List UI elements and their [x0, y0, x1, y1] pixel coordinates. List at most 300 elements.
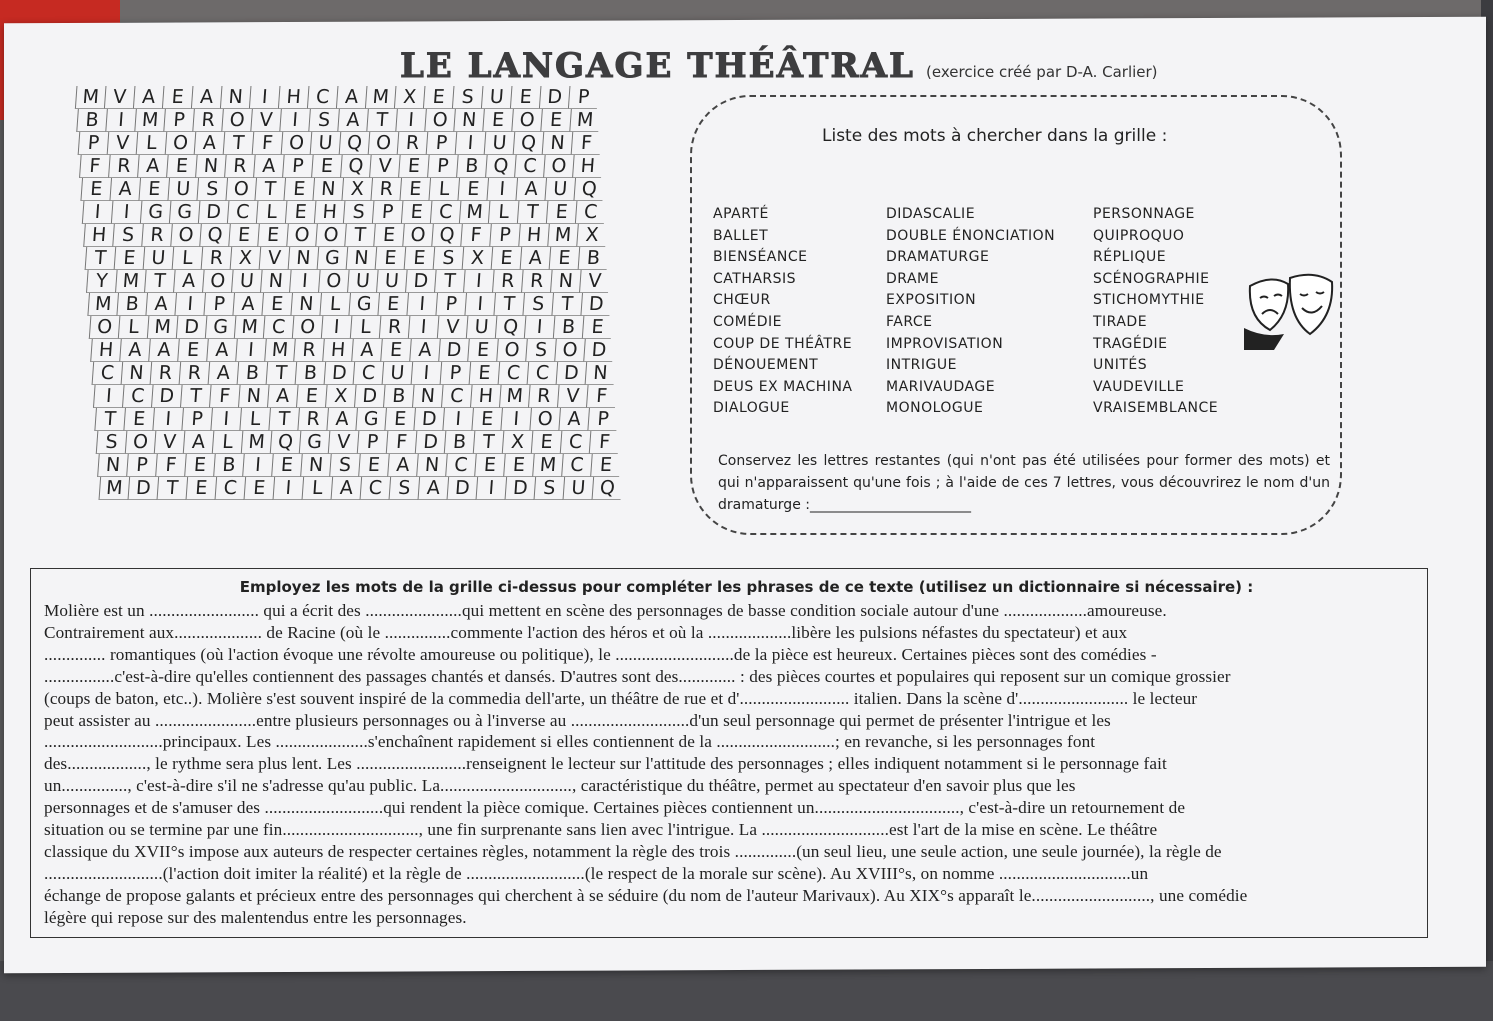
grid-cell: O: [496, 339, 527, 362]
grid-cell: Y: [86, 270, 117, 293]
grid-cell: F: [586, 385, 617, 408]
grid-cell: C: [227, 201, 258, 224]
grid-cell: U: [231, 270, 262, 293]
grid-cell: A: [515, 178, 546, 201]
grid-cell: I: [152, 408, 183, 431]
grid-cell: E: [457, 178, 488, 201]
grid-cell: T: [473, 431, 504, 454]
grid-cell: R: [492, 270, 523, 293]
grid-cell: E: [244, 477, 275, 500]
grid-cell: M: [264, 339, 295, 362]
grid-cell: E: [184, 454, 215, 477]
grid-cell: T: [223, 132, 254, 155]
grid-cell: H: [572, 155, 603, 178]
grid-cell: V: [437, 316, 468, 339]
grid-cell: E: [401, 201, 432, 224]
grid-cell: F: [386, 431, 417, 454]
grid-cell: P: [587, 408, 618, 431]
word-list-item: MARIVAUDAGE: [886, 378, 996, 395]
word-list-item: INTRIGUE: [886, 357, 957, 374]
grid-cell: O: [402, 224, 433, 247]
grid-cell: C: [514, 155, 545, 178]
grid-cell: E: [549, 247, 580, 270]
grid-cell: P: [427, 155, 458, 178]
grid-cell: R: [379, 316, 410, 339]
grid-cell: B: [213, 454, 244, 477]
grid-cell: R: [141, 224, 172, 247]
grid-cell: X: [230, 247, 261, 270]
grid-cell: X: [341, 178, 372, 201]
grid-cell: Q: [573, 178, 604, 201]
grid-cell: L: [256, 201, 287, 224]
grid-cell: C: [575, 201, 606, 224]
grid-cell: S: [452, 86, 483, 109]
grid-cell: R: [150, 362, 181, 385]
grid-row: [83, 224, 640, 247]
grid-cell: F: [155, 454, 186, 477]
grid-cell: L: [428, 178, 459, 201]
grid-cell: D: [324, 362, 355, 385]
grid-cell: C: [353, 362, 384, 385]
grid-cell: A: [109, 178, 140, 201]
grid-cell: N: [121, 362, 152, 385]
grid-cell: I: [249, 86, 280, 109]
grid-cell: M: [115, 270, 146, 293]
grid-row: [82, 201, 642, 224]
grid-cell: E: [114, 247, 145, 270]
grid-row: [89, 316, 634, 339]
word-list-column-2: [886, 204, 1055, 420]
word-list-item: VRAISEMBLANCE: [1093, 400, 1219, 417]
grid-cell: N: [300, 454, 331, 477]
grid-cell: H: [518, 224, 549, 247]
word-list-item: DEUS EX MACHINA: [713, 378, 853, 395]
grid-cell: O: [281, 132, 312, 155]
title-credit: (exercice créé par D-A. Carlier): [926, 63, 1158, 81]
grid-cell: A: [336, 86, 367, 109]
grid-cell: E: [166, 155, 197, 178]
grid-cell: V: [557, 385, 588, 408]
grid-cell: A: [206, 339, 237, 362]
grid-cell: O: [286, 224, 317, 247]
title-main: LE LANGAGE THÉÂTRAL: [400, 46, 915, 86]
grid-cell: E: [399, 178, 430, 201]
grid-cell: F: [252, 132, 283, 155]
grid-cell: A: [145, 293, 176, 316]
grid-cell: U: [484, 132, 515, 155]
grid-cell: X: [462, 247, 493, 270]
grid-cell: Q: [592, 477, 623, 500]
word-list-item: IMPROVISATION: [886, 335, 1004, 352]
grid-cell: G: [299, 431, 330, 454]
grid-cell: V: [579, 270, 610, 293]
grid-cell: E: [285, 201, 316, 224]
grid-row: [85, 247, 639, 270]
word-list-column-3: [1093, 204, 1218, 420]
grid-cell: F: [460, 224, 491, 247]
grid-cell: A: [558, 408, 589, 431]
grid-cell: O: [225, 178, 256, 201]
word-list-item: BIENSÉANCE: [713, 249, 808, 266]
grid-cell: G: [348, 293, 379, 316]
theatre-masks-icon: [1244, 268, 1336, 350]
grid-cell: D: [405, 270, 436, 293]
exercise-line: classique du XVII°s impose aux auteurs de respecter certaines règles, notamment la règle des trois ..............(un seul lieu, une seule action, une seule journée), la règle de: [44, 841, 1222, 861]
grid-cell: I: [500, 408, 531, 431]
word-list-item: FARCE: [886, 313, 933, 330]
grid-row: [78, 132, 647, 155]
word-search-grid: [48, 86, 650, 500]
grid-cell: P: [435, 293, 466, 316]
grid-cell: H: [314, 201, 345, 224]
grid-cell: M: [547, 224, 578, 247]
word-list-item: STICHOMYTHIE: [1093, 292, 1205, 309]
grid-cell: E: [384, 408, 415, 431]
grid-cell: V: [104, 86, 135, 109]
grid-cell: C: [360, 477, 391, 500]
grid-cell: M: [234, 316, 265, 339]
grid-cell: E: [311, 155, 342, 178]
grid-cell: T: [94, 408, 125, 431]
grid-cell: G: [355, 408, 386, 431]
grid-cell: S: [96, 431, 127, 454]
exercise-text: [44, 600, 1414, 929]
grid-cell: U: [167, 178, 198, 201]
word-list-item: BALLET: [713, 227, 769, 244]
grid-cell: L: [488, 201, 519, 224]
grid-cell: L: [118, 316, 149, 339]
grid-cell: P: [426, 132, 457, 155]
grid-row: [97, 454, 624, 477]
exercise-line: (coups de baton, etc..). Molière s'est souvent inspiré de la commedia dell'arte, un théâtre de rue et d'......................... italien. Dans la scène d'......................... le lecteur: [44, 688, 1198, 708]
exercise-line: des.................., le rythme sera plus lent. Les .........................renseignent le lecteur sur l'attitude des personnages ; elles indiquent notamment si le personnage fait: [44, 754, 1167, 774]
grid-cell: D: [438, 339, 469, 362]
grid-cell: R: [528, 385, 559, 408]
grid-cell: E: [423, 86, 454, 109]
grid-cell: P: [372, 201, 403, 224]
grid-cell: S: [308, 109, 339, 132]
grid-cell: I: [82, 201, 113, 224]
exercise-line: un..............., c'est-à-dire s'il ne s'adresse qu'au public. La.............................., caractéristique du théâtre, permet au spectateur d'en savoir plus que les: [44, 776, 1076, 796]
grid-cell: X: [325, 385, 356, 408]
grid-cell: C: [430, 201, 461, 224]
grid-cell: L: [350, 316, 381, 339]
grid-cell: I: [455, 132, 486, 155]
grid-cell: A: [337, 109, 368, 132]
word-list-item: SCÉNOGRAPHIE: [1093, 270, 1210, 287]
grid-cell: I: [105, 109, 136, 132]
exercise-line: peut assister au .......................entre plusieurs personnages ou à l'inverse au ...........................d'un seul personnage qui permet de présenter l'intrigue et les: [44, 710, 1111, 730]
grid-cell: Q: [513, 132, 544, 155]
grid-cell: D: [583, 339, 614, 362]
exercise-line: ...........................principaux. Les .....................s'enchaînent rapidement si elles contiennent de la ...........................; en revanche, si les personnages font: [44, 732, 1096, 752]
grid-cell: E: [257, 224, 288, 247]
grid-cell: O: [315, 224, 346, 247]
grid-cell: I: [524, 316, 555, 339]
grid-cell: I: [273, 477, 304, 500]
grid-row: [92, 362, 631, 385]
grid-cell: M: [134, 109, 165, 132]
word-list-item: UNITÉS: [1093, 357, 1148, 374]
grid-cell: I: [395, 109, 426, 132]
grid-cell: R: [297, 408, 328, 431]
grid-cell: R: [370, 178, 401, 201]
grid-cell: S: [525, 339, 556, 362]
grid-cell: F: [209, 385, 240, 408]
grid-cell: D: [151, 385, 182, 408]
word-list-item: CHŒUR: [713, 292, 771, 309]
grid-cell: O: [543, 155, 574, 178]
grid-cell: U: [310, 132, 341, 155]
grid-cell: E: [283, 178, 314, 201]
grid-cell: T: [85, 247, 116, 270]
grid-cell: C: [215, 477, 246, 500]
grid-cell: P: [181, 408, 212, 431]
grid-cell: E: [261, 293, 292, 316]
exercise-line: situation ou se termine par une fin..............................., une fin surprenante sans lien avec l'intrigue. La .............................est l'art de la mise en scène. Le théâtre: [44, 820, 1158, 840]
grid-cell: M: [459, 201, 490, 224]
grid-cell: A: [326, 408, 357, 431]
grid-cell: S: [389, 477, 420, 500]
grid-cell: I: [406, 293, 437, 316]
grid-cell: I: [289, 270, 320, 293]
instruction-text: Conservez les lettres restantes (qui n'ont pas été utilisées pour former des mots) et qui n'apparaissent qu'une fois ; à l'aide de ces 7 lettres, vous découvrirez le nom d'un dramaturge :_______________________: [718, 453, 1330, 513]
grid-cell: E: [228, 224, 259, 247]
grid-cell: O: [202, 270, 233, 293]
grid-cell: M: [499, 385, 530, 408]
grid-cell: O: [221, 109, 252, 132]
word-list-item: CATHARSIS: [713, 270, 797, 287]
grid-cell: E: [186, 477, 217, 500]
word-list-item: COMÉDIE: [713, 313, 782, 330]
grid-cell: C: [263, 316, 294, 339]
grid-cell: B: [456, 155, 487, 178]
word-list-item: COUP DE THÉÂTRE: [713, 335, 853, 352]
grid-cell: P: [78, 132, 109, 155]
grid-cell: L: [136, 132, 167, 155]
grid-cell: H: [83, 224, 114, 247]
grid-cell: C: [445, 454, 476, 477]
grid-cell: M: [532, 454, 563, 477]
grid-cell: A: [183, 431, 214, 454]
grid-row: [79, 155, 645, 178]
exercise-line: .............. romantiques (où l'action évoque une révolte amoureuse ou politique), le ...........................de la pièce est heureux. Certaines pièces sont des comédies -: [44, 644, 1157, 664]
grid-cell: P: [203, 293, 234, 316]
grid-cell: Q: [270, 431, 301, 454]
grid-cell: E: [467, 339, 498, 362]
grid-cell: D: [354, 385, 385, 408]
grid-cell: T: [266, 362, 297, 385]
grid-cell: N: [290, 293, 321, 316]
grid-cell: A: [194, 132, 225, 155]
grid-cell: M: [241, 431, 272, 454]
word-list-item: DIDASCALIE: [886, 206, 976, 222]
grid-cell: B: [295, 362, 326, 385]
grid-cell: N: [97, 454, 128, 477]
word-list-item: VAUDEVILLE: [1093, 378, 1185, 395]
grid-cell: N: [220, 86, 251, 109]
grid-cell: A: [133, 86, 164, 109]
grid-cell: R: [179, 362, 210, 385]
grid-cell: B: [383, 385, 414, 408]
grid-cell: A: [520, 247, 551, 270]
grid-cell: T: [493, 293, 524, 316]
grid-cell: T: [144, 270, 175, 293]
grid-cell: T: [344, 224, 375, 247]
word-list-item: TRAGÉDIE: [1093, 335, 1168, 352]
exercise-line: ................c'est-à-dire qu'elles contiennent des passages chantés et dansés. D'autres sont des............. : des pièces courtes et populaires qui reposent sur un comique grossier: [44, 666, 1231, 686]
grid-cell: V: [369, 155, 400, 178]
grid-cell: U: [563, 477, 594, 500]
grid-cell: A: [331, 477, 362, 500]
grid-cell: T: [180, 385, 211, 408]
grid-cell: O: [292, 316, 323, 339]
grid-cell: A: [208, 362, 239, 385]
grid-cell: I: [93, 385, 124, 408]
grid-cell: D: [539, 86, 570, 109]
grid-cell: O: [170, 224, 201, 247]
grid-cell: A: [387, 454, 418, 477]
grid-cell: E: [531, 431, 562, 454]
grid-cell: S: [112, 224, 143, 247]
grid-cell: A: [267, 385, 298, 408]
grid-cell: M: [75, 86, 106, 109]
word-list-column-1: [713, 204, 853, 420]
grid-cell: R: [293, 339, 324, 362]
grid-cell: E: [375, 247, 406, 270]
word-list-item: RÉPLIQUE: [1093, 249, 1167, 266]
grid-cell: U: [481, 86, 512, 109]
word-list-item: DRAME: [886, 270, 939, 287]
grid-cell: D: [176, 316, 207, 339]
grid-cell: I: [476, 477, 507, 500]
grid-cell: T: [157, 477, 188, 500]
grid-cell: E: [80, 178, 111, 201]
grid-cell: O: [529, 408, 560, 431]
grid-cell: V: [250, 109, 281, 132]
worksheet-title: [400, 46, 1158, 86]
grid-cell: N: [416, 454, 447, 477]
grid-cell: E: [271, 454, 302, 477]
grid-cell: C: [122, 385, 153, 408]
grid-cell: A: [191, 86, 222, 109]
grid-cell: A: [173, 270, 204, 293]
grid-cell: B: [116, 293, 147, 316]
grid-cell: D: [505, 477, 536, 500]
grid-cell: R: [521, 270, 552, 293]
grid-cell: E: [471, 408, 502, 431]
grid-cell: L: [319, 293, 350, 316]
grid-cell: E: [177, 339, 208, 362]
grid-cell: V: [328, 431, 359, 454]
grid-cell: P: [440, 362, 471, 385]
grid-cell: D: [415, 431, 446, 454]
grid-cell: B: [237, 362, 268, 385]
grid-cell: G: [140, 201, 171, 224]
grid-cell: F: [589, 431, 620, 454]
exercise-line: ...........................(l'action doit imiter la réalité) et la règle de ...........................(le respect de la morale sur scène). Au XVIII°s, on nomme ..............................un: [44, 863, 1149, 883]
grid-cell: D: [447, 477, 478, 500]
grid-row: [90, 339, 632, 362]
grid-cell: N: [312, 178, 343, 201]
grid-cell: C: [498, 362, 529, 385]
grid-cell: E: [138, 178, 169, 201]
grid-row: [86, 270, 637, 293]
grid-cell: V: [154, 431, 185, 454]
grid-cell: B: [578, 247, 609, 270]
word-list-title: Liste des mots à chercher dans la grille :: [822, 126, 1168, 146]
grid-cell: Q: [495, 316, 526, 339]
grid-cell: C: [560, 431, 591, 454]
word-list-item: APARTÉ: [713, 206, 769, 222]
grid-cell: Q: [485, 155, 516, 178]
grid-cell: I: [174, 293, 205, 316]
grid-cell: U: [382, 362, 413, 385]
grid-cell: D: [198, 201, 229, 224]
grid-cell: E: [540, 109, 571, 132]
grid-cell: I: [242, 454, 273, 477]
grid-cell: B: [444, 431, 475, 454]
grid-cell: U: [376, 270, 407, 293]
grid-cell: N: [346, 247, 377, 270]
grid-cell: N: [412, 385, 443, 408]
grid-cell: Q: [339, 132, 370, 155]
grid-cell: R: [224, 155, 255, 178]
grid-cell: C: [561, 454, 592, 477]
grid-cell: E: [503, 454, 534, 477]
grid-cell: A: [351, 339, 382, 362]
grid-cell: L: [212, 431, 243, 454]
grid-cell: A: [253, 155, 284, 178]
grid-cell: O: [554, 339, 585, 362]
grid-cell: E: [123, 408, 154, 431]
grid-cell: P: [126, 454, 157, 477]
grid-cell: R: [397, 132, 428, 155]
grid-cell: N: [260, 270, 291, 293]
grid-cell: G: [205, 316, 236, 339]
grid-cell: E: [404, 247, 435, 270]
grid-cell: I: [111, 201, 142, 224]
grid-cell: U: [544, 178, 575, 201]
grid-cell: P: [282, 155, 313, 178]
word-list-item: QUIPROQUO: [1093, 227, 1185, 244]
grid-cell: I: [279, 109, 310, 132]
word-list-item: TIRADE: [1093, 313, 1148, 330]
grid-cell: N: [550, 270, 581, 293]
grid-row: [87, 293, 635, 316]
grid-cell: S: [343, 201, 374, 224]
grid-cell: E: [590, 454, 621, 477]
grid-cell: H: [278, 86, 309, 109]
grid-cell: O: [89, 316, 120, 339]
grid-cell: M: [147, 316, 178, 339]
grid-cell: M: [99, 477, 130, 500]
grid-cell: U: [347, 270, 378, 293]
grid-cell: C: [92, 362, 123, 385]
grid-cell: H: [470, 385, 501, 408]
grid-cell: Q: [199, 224, 230, 247]
exercise-line: échange de propose galants et précieux entre des personnages qui cherchent à se séduire (du nom de l'auteur Marivaux). Au XIX°s apparaît le..........................., une comédie: [44, 885, 1248, 905]
grid-row: [96, 431, 626, 454]
grid-cell: O: [318, 270, 349, 293]
grid-cell: I: [442, 408, 473, 431]
word-list-item: PERSONNAGE: [1093, 206, 1195, 222]
grid-cell: M: [365, 86, 396, 109]
grid-cell: A: [409, 339, 440, 362]
grid-cell: V: [107, 132, 138, 155]
grid-row: [75, 86, 650, 109]
grid-cell: P: [163, 109, 194, 132]
